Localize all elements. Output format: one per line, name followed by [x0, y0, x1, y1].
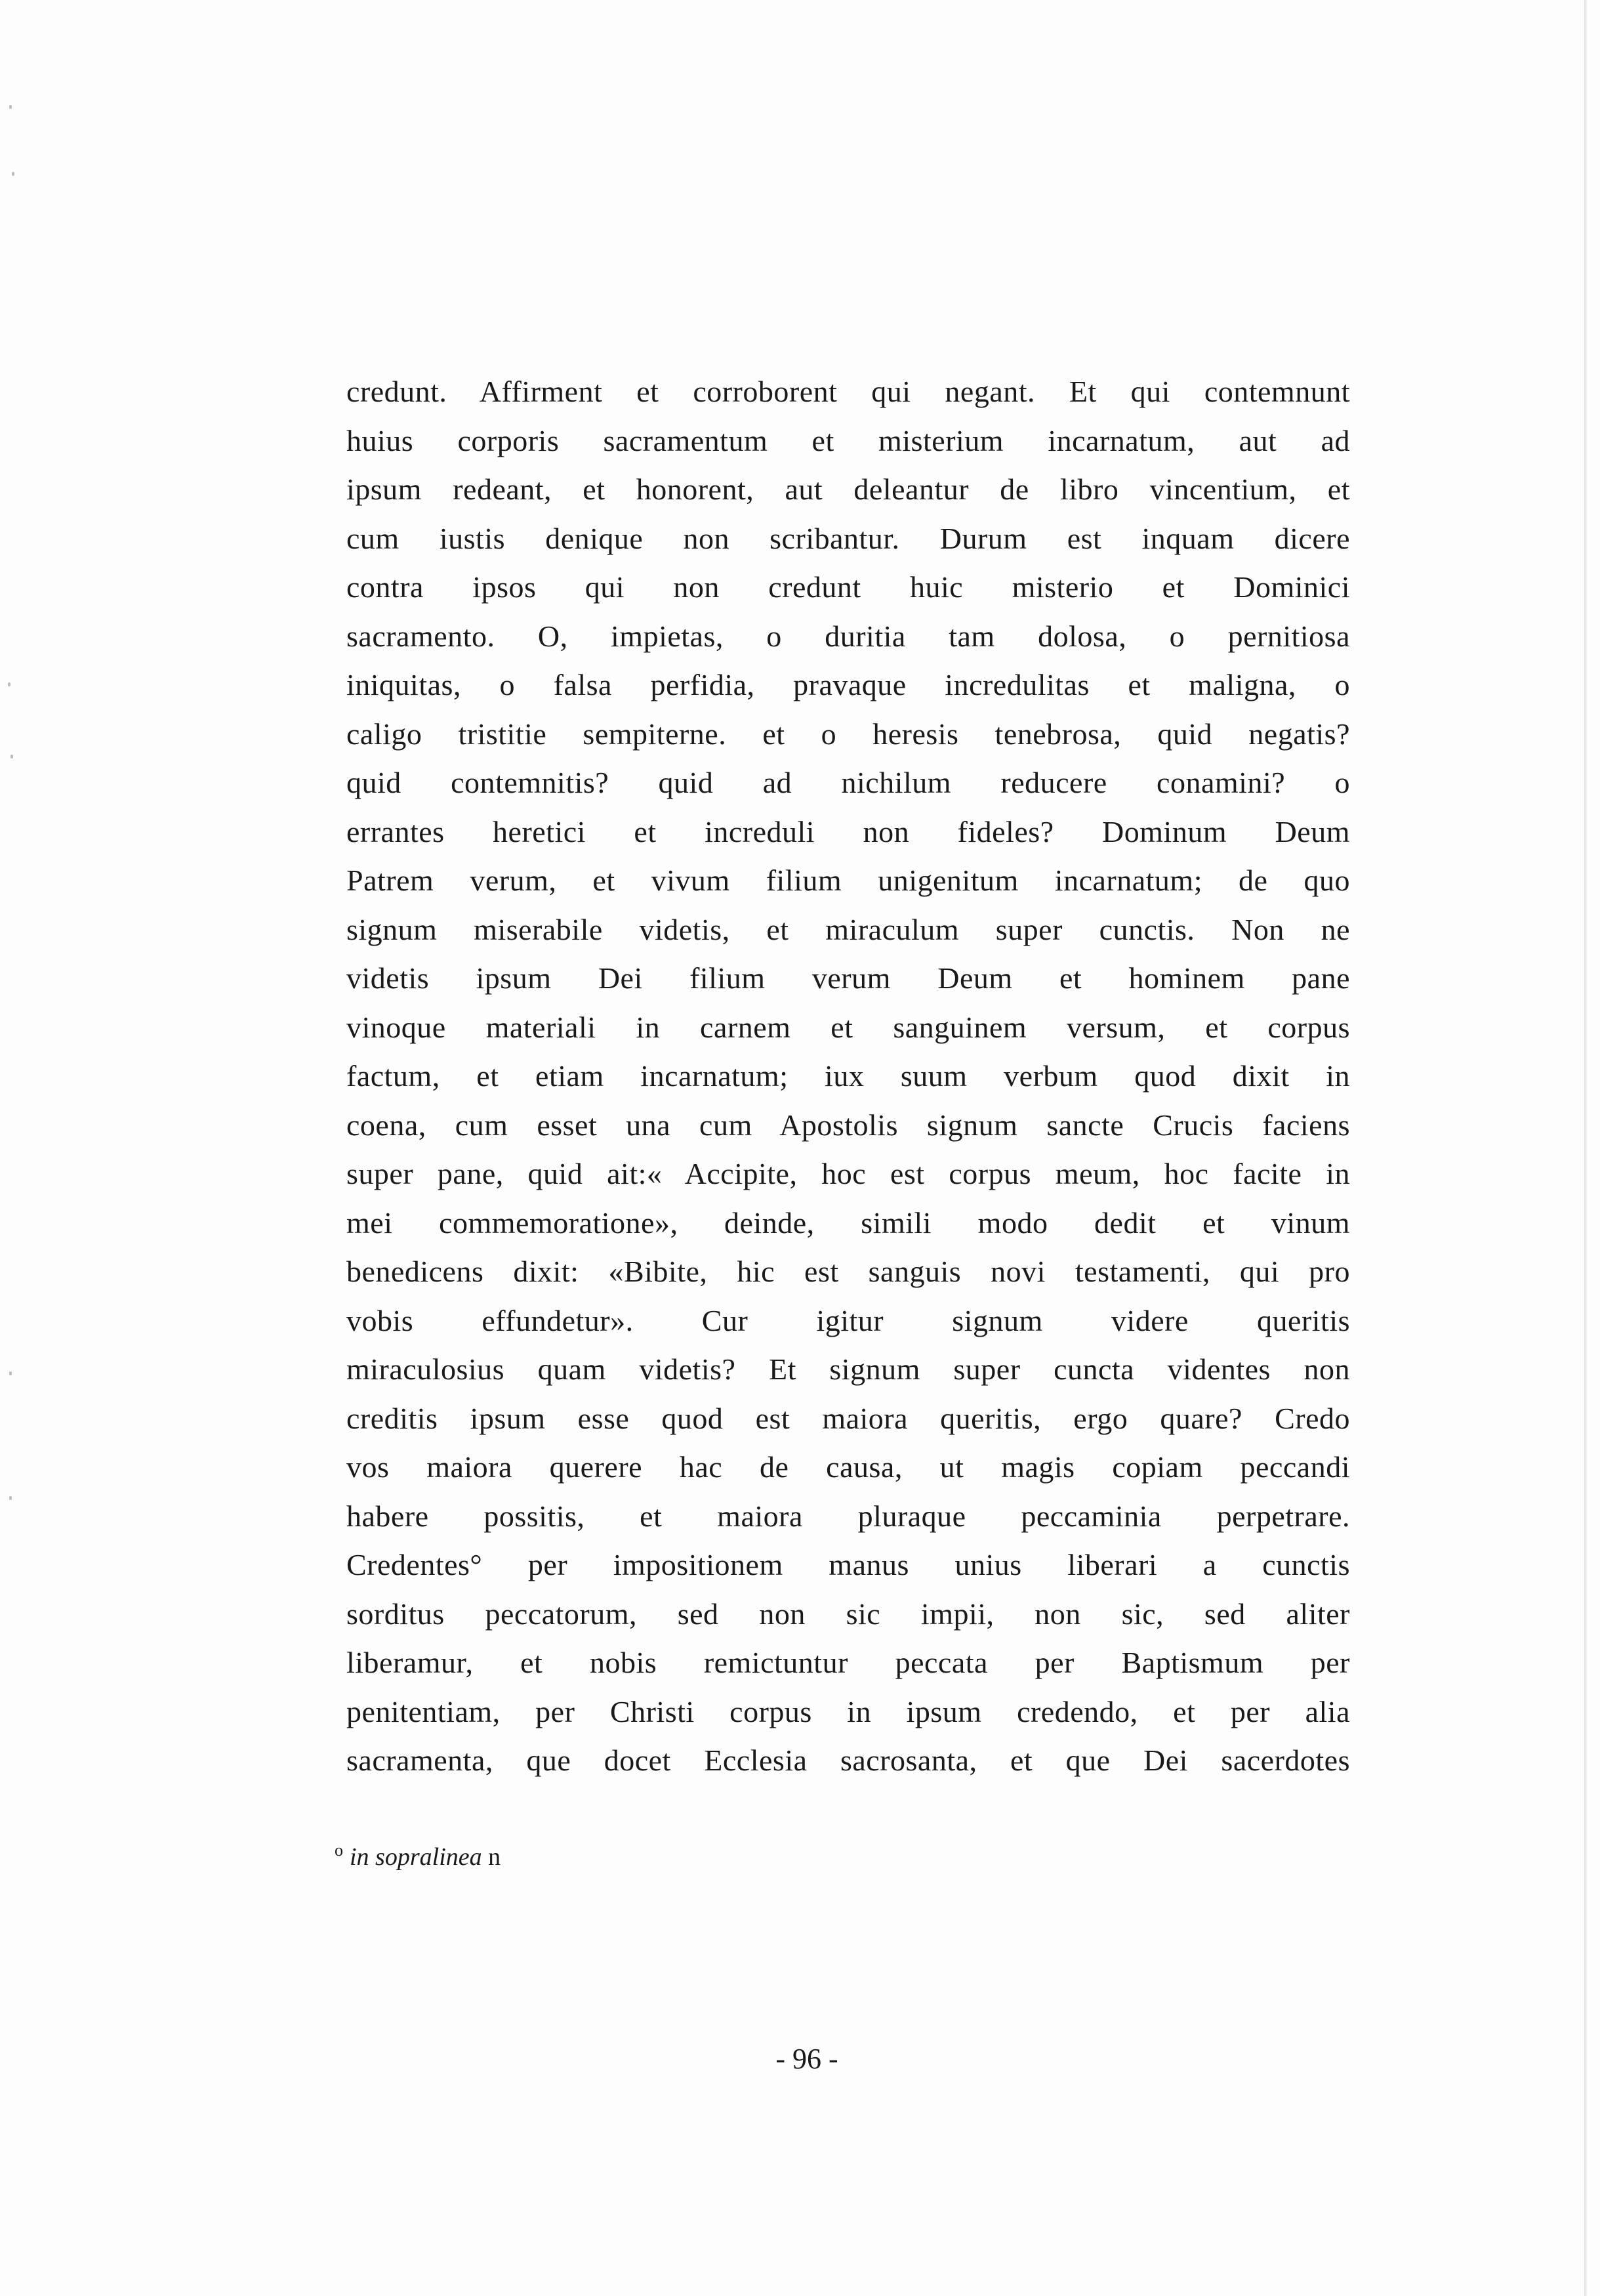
text-line: Credentes° per impositionem manus unius liberari a cunctis: [346, 1548, 1350, 1581]
text-line: videtis ipsum Dei filium verum Deum et hominem pane: [346, 961, 1350, 995]
footnote-letter: n: [488, 1843, 501, 1871]
text-line: factum, et etiam incarnatum; iux suum verbum quod dixit in: [346, 1059, 1350, 1093]
text-line: mei commemoratione», deinde, simili modo dedit et vinum: [346, 1205, 1350, 1240]
page-edge: [1584, 0, 1587, 2296]
text-line: sacramento. O, impietas, o duritia tam dolosa, o pernitiosa: [346, 619, 1350, 653]
text-line: penitentiam, per Christi corpus in ipsum credendo, et per alia: [346, 1694, 1350, 1728]
main-text-block: [346, 367, 1350, 1785]
text-line: miraculosius quam videtis? Et signum super cuncta videntes non: [346, 1352, 1350, 1386]
scan-speck: [9, 1371, 12, 1375]
text-line: vobis effundetur». Cur igitur signum videre queritis: [346, 1303, 1350, 1337]
scan-speck: [8, 682, 10, 686]
text-line: iniquitas, o falsa perfidia, pravaque incredulitas et maligna, o: [346, 668, 1350, 701]
scan-speck: [12, 172, 14, 176]
text-line: Patrem verum, et vivum filium unigenitum incarnatum; de quo: [346, 864, 1350, 897]
scan-speck: [10, 755, 13, 759]
footnote: [335, 1831, 501, 1877]
text-line: signum miserabile videtis, et miraculum super cunctis. Non ne: [346, 912, 1350, 946]
text-line: sorditus peccatorum, sed non sic impii, non sic, sed aliter: [346, 1597, 1350, 1631]
footnote-italic-text: in sopralinea: [350, 1843, 482, 1871]
text-line: credunt. Affirment et corroborent qui negant. Et qui contemnunt: [346, 375, 1350, 408]
text-line: coena, cum esset una cum Apostolis signum sancte Crucis faciens: [346, 1108, 1350, 1142]
page-number: - 96 -: [775, 2043, 838, 2075]
footnote-marker: o: [335, 1841, 343, 1860]
text-line: ipsum redeant, et honorent, aut deleantur de libro vincentium, et: [346, 472, 1350, 506]
text-line: sacramenta, que docet Ecclesia sacrosanta, et que Dei sacerdotes: [346, 1743, 1350, 1777]
text-line: vos maiora querere hac de causa, ut magis copiam peccandi: [346, 1450, 1350, 1484]
text-line: cum iustis denique non scribantur. Durum est inquam dicere: [346, 521, 1350, 555]
text-line: huius corporis sacramentum et misterium incarnatum, aut ad: [346, 423, 1350, 457]
text-line: contra ipsos qui non credunt huic misterio et Dominici: [346, 570, 1350, 604]
text-line: caligo tristitie sempiterne. et o heresis tenebrosa, quid negatis?: [346, 717, 1350, 751]
text-line: errantes heretici et increduli non fideles? Dominum Deum: [346, 814, 1350, 848]
scan-speck: [9, 105, 12, 109]
text-line: creditis ipsum esse quod est maiora queritis, ergo quare? Credo: [346, 1401, 1350, 1435]
text-line: vinoque materiali in carnem et sanguinem versum, et corpus: [346, 1010, 1350, 1044]
text-line: liberamur, et nobis remictuntur peccata per Baptismum per: [346, 1646, 1350, 1679]
text-line: habere possitis, et maiora pluraque peccaminia perpetrare.: [346, 1499, 1350, 1533]
text-line: quid contemnitis? quid ad nichilum reducere conamini? o: [346, 766, 1350, 799]
text-line: super pane, quid ait:« Accipite, hoc est corpus meum, hoc facite in: [346, 1157, 1350, 1190]
text-line: benedicens dixit: «Bibite, hic est sanguis novi testamenti, qui pro: [346, 1255, 1350, 1288]
scan-speck: [9, 1496, 12, 1500]
